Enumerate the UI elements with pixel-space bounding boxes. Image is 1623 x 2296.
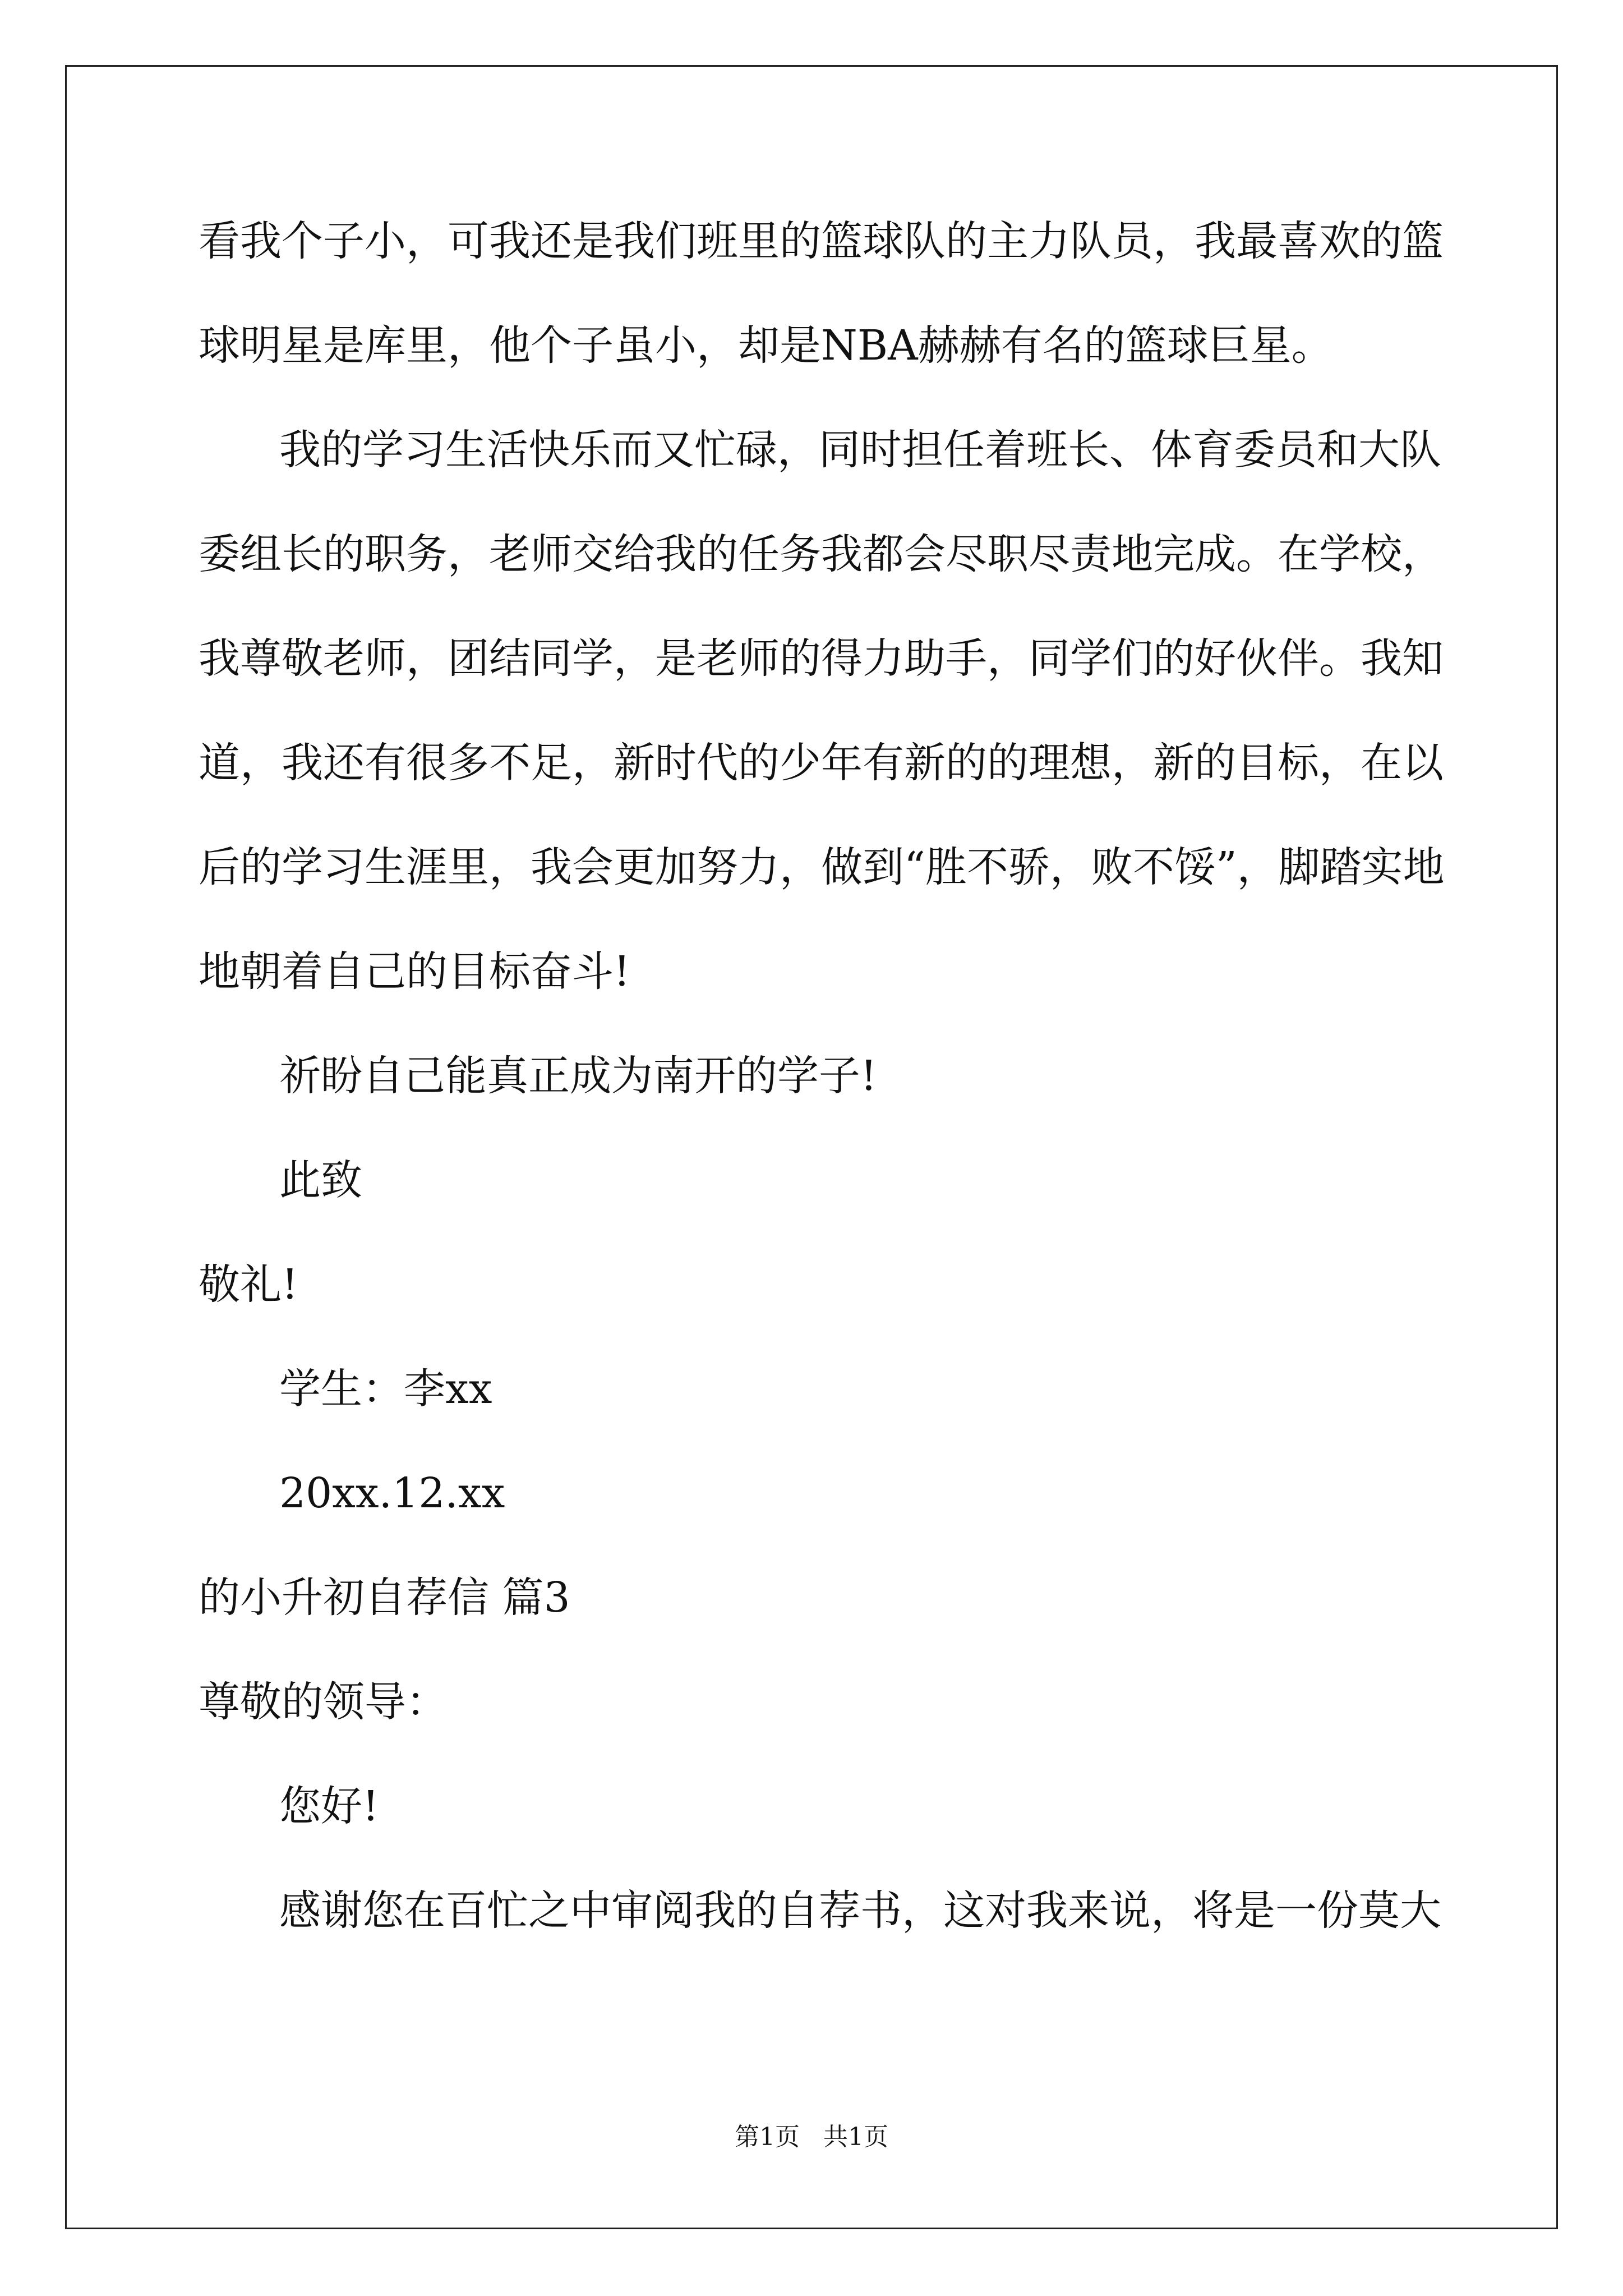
text-line: 道，我还有很多不足，新时代的少年有新的的理想，新的目标，在以	[199, 739, 1444, 787]
page-total: 共1页	[823, 2123, 888, 2151]
paragraph-start-line: 感谢您在百忙之中审阅我的自荐书，这对我来说，将是一份莫大	[279, 1887, 1441, 1935]
text-line: 委组长的职务，老师交给我的任务我都会尽职尽责地完成。在学校，	[199, 530, 1444, 578]
page-footer	[0, 2120, 1623, 2154]
page-number: 第1页	[735, 2123, 800, 2151]
letter-salutation: 尊敬的领导：	[199, 1678, 448, 1726]
text-line: 后的学习生涯里，我会更加努力，做到“胜不骄，败不馁”，脚踏实地	[199, 843, 1445, 891]
text-line: 球明星是库里，他个子虽小，却是NBA赫赫有名的篮球巨星。	[199, 321, 1333, 370]
text-line: 看我个子小，可我还是我们班里的篮球队的主力队员，我最喜欢的篮	[199, 217, 1444, 265]
closing-salutation: 此致	[279, 1156, 362, 1204]
closing-regards: 敬礼!	[199, 1260, 298, 1309]
greeting-line: 您好!	[279, 1782, 379, 1830]
paragraph-start-line: 我的学习生活快乐而又忙碌，同时担任着班长、体育委员和大队	[279, 426, 1441, 474]
text-line: 我尊敬老师，团结同学，是老师的得力助手，同学们的好伙伴。我知	[199, 634, 1444, 683]
paragraph-line: 祈盼自己能真正成为南开的学子!	[279, 1052, 877, 1100]
signature-name: 学生：李xx	[279, 1365, 492, 1413]
text-line: 地朝着自己的目标奋斗!	[199, 947, 630, 996]
signature-date: 20xx.12.xx	[279, 1469, 505, 1517]
section-heading: 的小升初自荐信 篇3	[199, 1573, 570, 1622]
